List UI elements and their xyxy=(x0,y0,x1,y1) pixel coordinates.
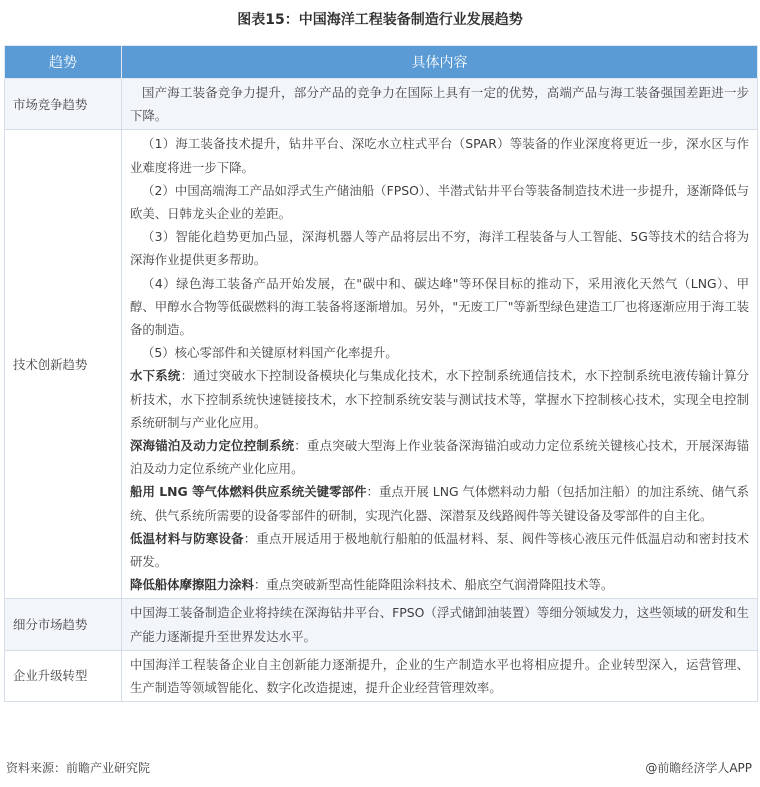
upgrade-text: 中国海洋工程装备企业自主创新能力逐渐提升，企业的生产制造水平也将相应提升。企业转型深入，运营管理、生产制造等领域智能化、数字化改造提速，提升企业经营管理效率。 xyxy=(130,656,749,696)
tech-detail-text: ：重点开展适用于极地航行船舶的低温材料、泵、阀件等核心液压元件低温启动和密封技术研发。 xyxy=(130,530,750,570)
row-label-segment: 细分市场趋势 xyxy=(5,599,122,650)
row-label-upgrade: 企业升级转型 xyxy=(5,650,122,701)
row-content-segment xyxy=(122,599,758,650)
table-row xyxy=(5,130,758,599)
tech-detail-text: ：通过突破水下控制设备模块化与集成化技术，水下控制系统通信技术，水下控制系统电液传输计算分析技术，水下控制系统快速链接技术，水下控制系统安装与测试技术等，掌握水下控制核心技术，实现全电控制系统研制与产业化应用。 xyxy=(130,368,750,430)
tech-detail-text: ：重点开展 LNG 气体燃料动力船（包括加注船）的加注系统、储气系统、供气系统所需要的设备零部件的研制，实现汽化器、深潜泵及线路阀件等关键设备及零部件的自主化。 xyxy=(130,484,749,523)
tech-item: （1）海工装备技术提升，钻井平台、深吃水立柱式平台（SPAR）等装备的作业深度将更近一步，深水区与作业难度将进一步下降。 xyxy=(130,136,749,175)
tech-detail xyxy=(130,573,749,596)
trend-table xyxy=(4,45,758,702)
tech-item: （4）绿色海工装备产品开始发展，在"碳中和、碳达峰"等环保目标的推动下，采用液化天然气（LNG）、甲醇、甲醇水合物等低碳燃料的海工装备将逐渐增加。另外，"无废工厂"等新型绿色建造工厂也将逐渐应用于海工装备的制造。 xyxy=(130,275,749,338)
row-content-upgrade xyxy=(122,650,758,701)
table-header-row xyxy=(5,46,758,79)
tech-detail xyxy=(130,434,749,480)
table-row xyxy=(5,79,758,130)
row-label-market: 市场竞争趋势 xyxy=(5,79,122,130)
tech-item: （2）中国高端海工产品如浮式生产储油船（FPSO）、半潜式钻井平台等装备制造技术进一步提升，逐渐降低与欧美、日韩龙头企业的差距。 xyxy=(130,182,749,222)
source-note: 资料来源：前瞻产业研究院 xyxy=(6,761,151,775)
brand-credit: @前瞻经济学人APP xyxy=(645,761,752,775)
chart-title: 图表15：中国海洋工程装备制造行业发展趋势 xyxy=(237,12,523,28)
row-label-tech: 技术创新趋势 xyxy=(5,130,122,599)
header-trend: 趋势 xyxy=(5,46,122,79)
segment-text: 中国海工装备制造企业将持续在深海钻井平台、FPSO（浮式储卸油装置）等细分领域发力，这些领域的研发和生产能力逐渐提升至世界发达水平。 xyxy=(130,605,749,644)
tech-detail-head: 船用 LNG 等气体燃料供应系统关键零部件 xyxy=(130,484,367,500)
tech-item: （5）核心零部件和关键原材料国产化率提升。 xyxy=(142,345,398,361)
tech-detail xyxy=(130,364,749,434)
tech-detail xyxy=(130,527,749,573)
tech-detail-text: ：重点突破新型高性能降阻涂料技术、船底空气润滑降阻技术等。 xyxy=(253,577,614,593)
table-row xyxy=(5,650,758,701)
row-content-tech xyxy=(122,130,758,599)
tech-detail-head: 降低船体摩擦阻力涂料 xyxy=(130,577,254,593)
market-text: 国产海工装备竞争力提升，部分产品的竞争力在国际上具有一定的优势，高端产品与海工装备强国差距进一步下降。 xyxy=(130,85,749,124)
tech-detail-head: 低温材料与防寒设备 xyxy=(130,530,244,546)
row-content-market xyxy=(122,79,758,130)
tech-detail-text: ：重点突破大型海上作业装备深海锚泊或动力定位系统关键核心技术，开展深海锚泊及动力定位系统产业化应用。 xyxy=(130,438,750,477)
header-content: 具体内容 xyxy=(122,46,758,79)
tech-detail-head: 深海锚泊及动力定位控制系统 xyxy=(130,438,295,454)
tech-item: （3）智能化趋势更加凸显，深海机器人等产品将层出不穷，海洋工程装备与人工智能、5G等技术的结合将为深海作业提供更多帮助。 xyxy=(130,229,749,268)
table-row xyxy=(5,599,758,650)
tech-detail-head: 水下系统 xyxy=(130,368,181,384)
tech-detail xyxy=(130,480,749,526)
